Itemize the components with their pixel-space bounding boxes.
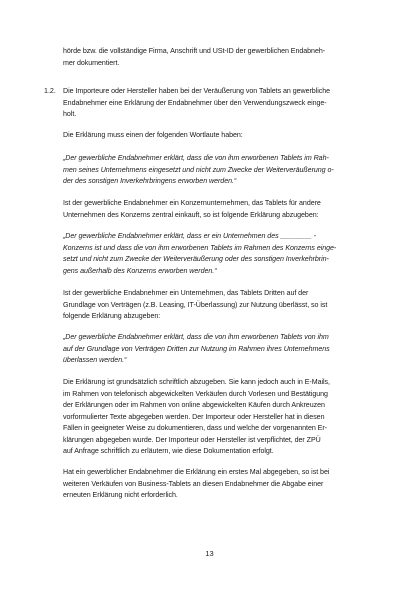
text-line: der Erklärungen oder im Rahmen von online abgewickelten Käufen durch Ankreuzen	[63, 401, 325, 409]
text-line: vorformulierter Texte abgegeben werden. Der Importeur oder Hersteller hat in diesen	[63, 412, 325, 421]
text-line: setzt und nicht zum Zwecke der Weiterveräußerung oder des sonstigen Inverkehrbrin-	[63, 255, 329, 263]
text-line: Die Erklärung muss einen der folgenden Wortlaute haben:	[63, 131, 243, 139]
quote-declaration-2	[63, 231, 365, 277]
text-line: Hat ein gewerblicher Endabnehmer die Erklärung ein erstes Mal abgegeben, so ist bei	[63, 468, 330, 476]
text-line: „Der gewerbliche Endabnehmer erklärt, dass die von ihm erworbenen Tablets im Rah-	[63, 154, 329, 162]
text-line: weiteren Verkäufen von Business-Tablets an diesen Endabnehmer die Abgabe einer	[63, 479, 324, 488]
text-line: „Der gewerbliche Endabnehmer erklärt, dass die von ihm erworbenen Tablets von ihm	[63, 333, 329, 341]
text-line: mer dokumentiert.	[63, 58, 120, 67]
text-line: Konzerns ist und dass die von ihm erworbenen Tablets im Rahmen des Konzerns einge-	[63, 243, 337, 252]
paragraph-leasing-company	[63, 288, 365, 323]
text-line: Endabnehmer eine Erklärung der Endabnehmer über den Verwendungszweck einge-	[63, 98, 327, 107]
text-line: der des sonstigen Inverkehrbringens erworben werden.“	[63, 177, 237, 185]
quote-declaration-3	[63, 332, 365, 367]
text-line: klärungen abgegeben wurde. Der Importeur oder Hersteller ist verpflichtet, der ZPÜ	[63, 435, 321, 444]
text-line: erneuten Erklärung nicht erforderlich.	[63, 491, 178, 499]
paragraph-wording-intro	[63, 130, 365, 142]
text-line: auf Anfrage schriftlich zu erläutern, wie diese Dokumentation erfolgt.	[63, 447, 274, 455]
paragraph-section-1-2	[63, 86, 365, 121]
text-line: Grundlage von Verträgen (z.B. Leasing, IT-Überlassung) zur Nutzung überlässt, so ist	[63, 300, 328, 309]
text-line: überlassen werden.“	[63, 356, 127, 364]
text-line: „Der gewerbliche Endabnehmer erklärt, dass er ein Unternehmen des ________ -	[63, 232, 316, 240]
paragraph-intro-continuation	[63, 46, 365, 69]
text-line: auf der Grundlage von Verträgen Dritten zur Nutzung im Rahmen ihres Unternehmens	[63, 344, 330, 353]
text-line: Die Erklärung ist grundsätzlich schriftlich abzugeben. Sie kann jedoch auch in E-Mails,	[63, 378, 330, 386]
paragraph-written-declaration	[63, 377, 365, 458]
section-number: 1.2.	[44, 87, 56, 95]
text-line: Die Importeure oder Hersteller haben bei der Veräußerung von Tablets an gewerbliche	[63, 87, 331, 95]
paragraph-repeat-purchases	[63, 467, 365, 502]
text-line: folgende Erklärung abzugeben:	[63, 312, 161, 320]
page-number: 13	[205, 549, 214, 558]
text-line: Unternehmen des Konzerns zentral einkauft, so ist folgende Erklärung abzugeben:	[63, 210, 319, 219]
text-line: Ist der gewerbliche Endabnehmer ein Unternehmen, das Tablets Dritten auf der	[63, 289, 309, 297]
quote-declaration-1	[63, 153, 365, 188]
text-line: men seines Unternehmens eingesetzt und nicht zum Zwecke der Weiterveräußerung o-	[63, 165, 334, 174]
text-line: Ist der gewerbliche Endabnehmer ein Konzernunternehmen, das Tablets für andere	[63, 199, 321, 207]
text-line: holt.	[63, 110, 77, 118]
text-line: hörde bzw. die vollständige Firma, Anschrift und USt-ID der gewerblichen Endabneh-	[63, 47, 326, 55]
paragraph-group-company	[63, 198, 365, 221]
text-line: im Rahmen von telefonisch abgewickelten Verkäufen durch Vorlesen und Bestätigung	[63, 389, 328, 398]
text-line: Fällen in geeigneter Weise zu dokumentieren, dass und welche der vorgenannten Er-	[63, 424, 327, 432]
text-line: gens außerhalb des Konzerns erworben werden.“	[63, 266, 217, 275]
